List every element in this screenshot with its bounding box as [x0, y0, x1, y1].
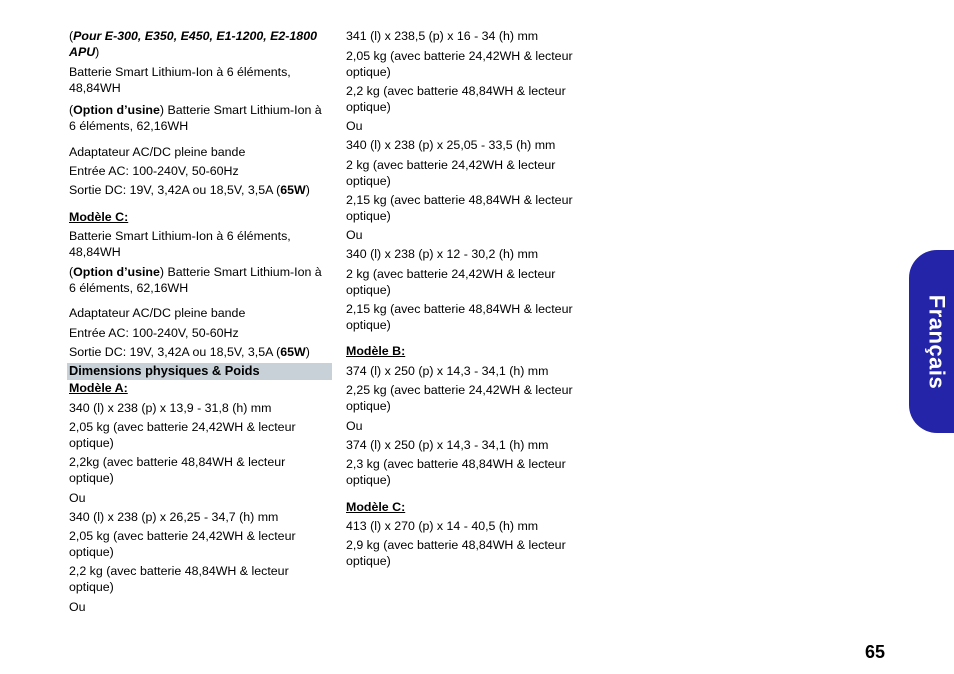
battery-option: [69, 102, 332, 134]
a-dimension-1: 340 (l) x 238 (p) x 13,9 - 31,8 (h) mm: [69, 401, 272, 415]
c-opt-text: ) Batterie Smart Lithium-Ion à 6 éléments, 62,16WH: [69, 265, 322, 295]
a-weight-3: 2,05 kg (avec batterie 24,42WH & lecteur optique): [69, 529, 296, 559]
b-or: Ou: [346, 419, 363, 433]
c-dc-output-close: ): [305, 345, 310, 359]
c-battery-option: [69, 264, 332, 296]
apu-note: [69, 28, 332, 60]
battery-std: Batterie Smart Lithium-Ion à 6 éléments, 48,84WH: [69, 65, 291, 95]
ac-input: Entrée AC: 100-240V, 50-60Hz: [69, 164, 239, 178]
model-c-dim-heading: Modèle C:: [346, 500, 406, 514]
opt-text: ) Batterie Smart Lithium-Ion à 6 éléments, 62,16WH: [69, 103, 322, 133]
apu-models: Pour E-300, E350, E450, E1-1200, E2-1800 APU: [69, 29, 317, 59]
a-weight-4: 2,2 kg (avec batterie 48,84WH & lecteur optique): [69, 564, 289, 594]
ra-dimension-1: 341 (l) x 238,5 (p) x 16 - 34 (h) mm: [346, 29, 539, 43]
ra-weight-1: 2,05 kg (avec batterie 24,42WH & lecteur optique): [346, 49, 573, 79]
ra-dimension-3: 340 (l) x 238 (p) x 12 - 30,2 (h) mm: [346, 247, 539, 261]
apu-open: (: [69, 29, 74, 43]
b-weight-1: 2,25 kg (avec batterie 24,42WH & lecteur optique): [346, 383, 573, 413]
ra-dimension-2: 340 (l) x 238 (p) x 25,05 - 33,5 (h) mm: [346, 138, 556, 152]
b-dimension-1: 374 (l) x 250 (p) x 14,3 - 34,1 (h) mm: [346, 364, 549, 378]
dimensions-heading-band: [67, 363, 332, 380]
ra-weight-5: 2 kg (avec batterie 24,42WH & lecteur optique): [346, 267, 556, 297]
dc-output-close: ): [305, 183, 310, 197]
c-dc-output: [69, 344, 332, 360]
b-dimension-2: 374 (l) x 250 (p) x 14,3 - 34,1 (h) mm: [346, 438, 549, 452]
model-c-heading: Modèle C:: [69, 210, 129, 224]
ra-or-1: Ou: [346, 119, 363, 133]
c-opt-open: (: [69, 265, 74, 279]
c-adapter: Adaptateur AC/DC pleine bande: [69, 306, 246, 320]
ra-weight-2: 2,2 kg (avec batterie 48,84WH & lecteur optique): [346, 84, 566, 114]
b-weight-2: 2,3 kg (avec batterie 48,84WH & lecteur optique): [346, 457, 566, 487]
dc-output-watt: 65W: [280, 183, 306, 197]
a-or-1: Ou: [69, 491, 86, 505]
a-or-2: Ou: [69, 600, 86, 614]
opt-label: Option d’usine: [73, 103, 160, 117]
c-ac-input: Entrée AC: 100-240V, 50-60Hz: [69, 326, 239, 340]
a-weight-2: 2,2kg (avec batterie 48,84WH & lecteur optique): [69, 455, 286, 485]
adapter: Adaptateur AC/DC pleine bande: [69, 145, 246, 159]
ra-weight-6: 2,15 kg (avec batterie 48,84WH & lecteur optique): [346, 302, 573, 332]
c-opt-label: Option d’usine: [73, 265, 160, 279]
a-dimension-2: 340 (l) x 238 (p) x 26,25 - 34,7 (h) mm: [69, 510, 279, 524]
c-dc-output-text: Sortie DC: 19V, 3,42A ou 18,5V, 3,5A (: [69, 345, 281, 359]
opt-open: (: [69, 103, 74, 117]
c-dimension: 413 (l) x 270 (p) x 14 - 40,5 (h) mm: [346, 519, 539, 533]
c-dc-output-watt: 65W: [280, 345, 306, 359]
dc-output-text: Sortie DC: 19V, 3,42A ou 18,5V, 3,5A (: [69, 183, 281, 197]
language-tab-label: Français: [924, 294, 949, 389]
c-weight: 2,9 kg (avec batterie 48,84WH & lecteur optique): [346, 538, 566, 568]
dimensions-heading: Dimensions physiques & Poids: [69, 363, 260, 378]
c-battery-std: Batterie Smart Lithium-Ion à 6 éléments, 48,84WH: [69, 229, 291, 259]
language-tab: [909, 250, 954, 433]
apu-close: ): [95, 45, 100, 59]
model-b-heading: Modèle B:: [346, 344, 406, 358]
page-number: 65: [865, 642, 886, 662]
model-a-heading: Modèle A:: [69, 381, 128, 395]
ra-or-2: Ou: [346, 228, 363, 242]
dc-output: [69, 182, 332, 198]
a-weight-1: 2,05 kg (avec batterie 24,42WH & lecteur optique): [69, 420, 296, 450]
ra-weight-3: 2 kg (avec batterie 24,42WH & lecteur optique): [346, 158, 556, 188]
ra-weight-4: 2,15 kg (avec batterie 48,84WH & lecteur optique): [346, 193, 573, 223]
